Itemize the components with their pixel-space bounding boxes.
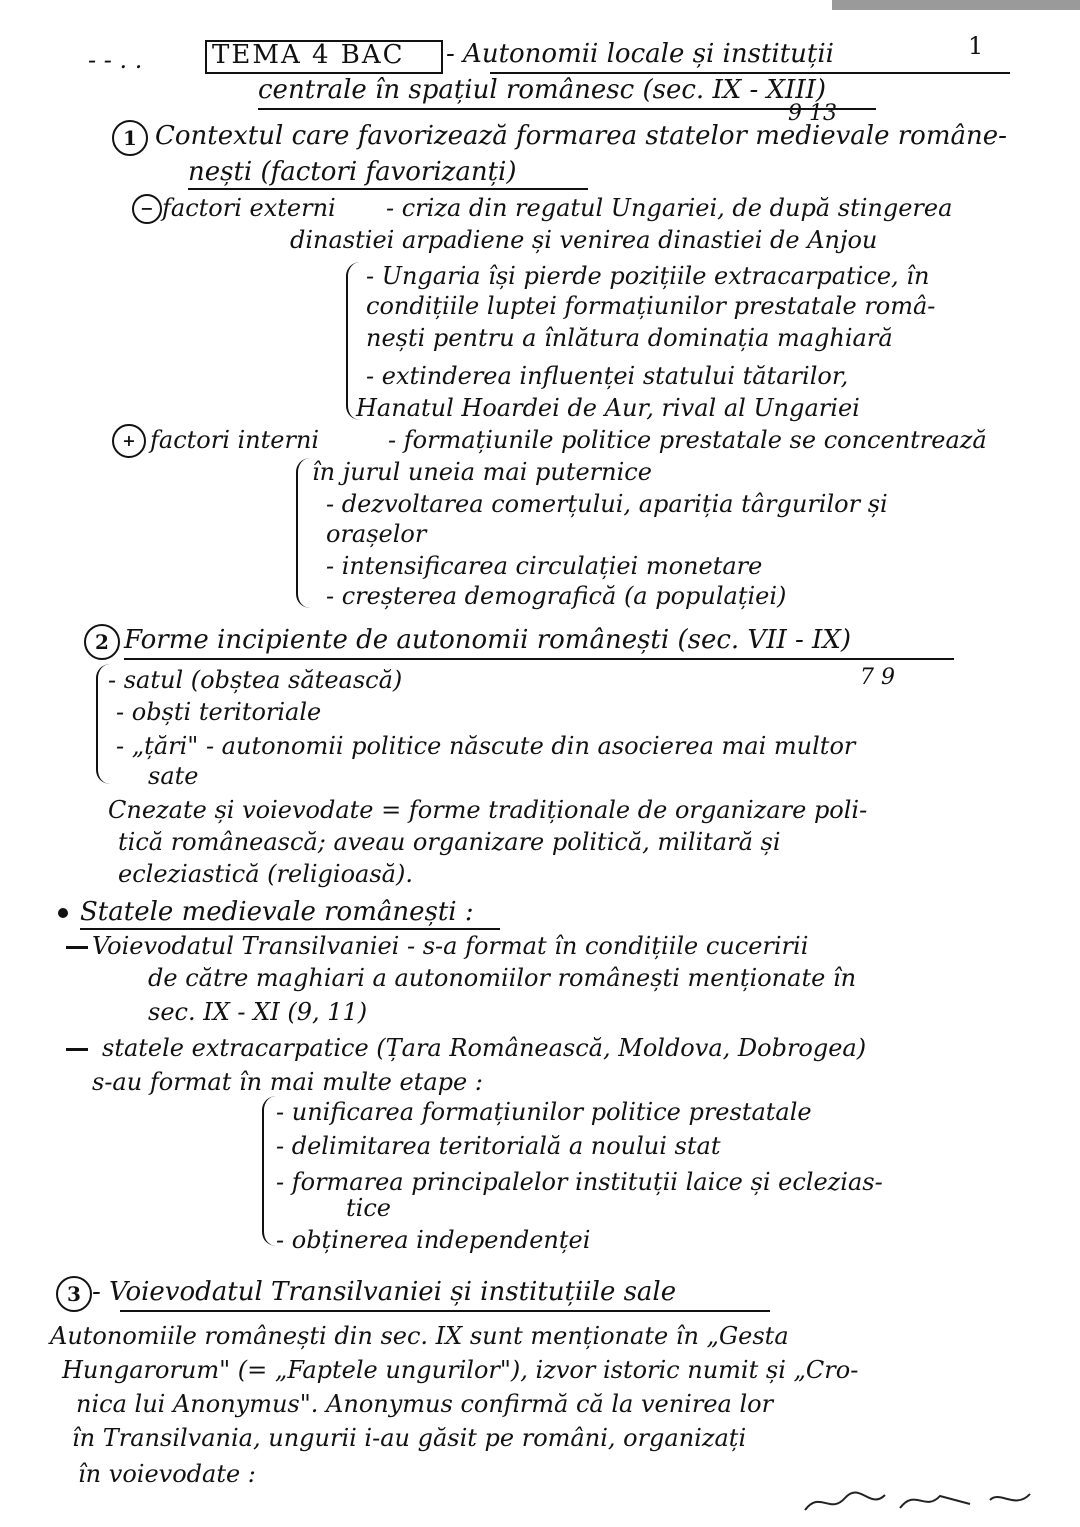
external-item: - extinderea influenței statului tătarilor, — [366, 362, 849, 390]
paragraph-line-5: în voievodate : — [78, 1460, 256, 1488]
internal-item: - intensificarea circulației monetare — [326, 552, 763, 580]
form-item: - satul (obștea sătească) — [108, 666, 403, 694]
minus-marker-icon: − — [132, 194, 162, 224]
dash-bullet — [66, 1048, 88, 1051]
external-item: condițiile luptei formațiunilor prestatale româ- — [366, 292, 936, 320]
section-2-title: Forme incipiente de autonomii românești (sec. VII - IX) — [124, 625, 851, 655]
title-line-2: centrale în spațiul românesc (sec. IX - XIII) — [258, 75, 827, 105]
title-line-1: - Autonomii locale și instituții — [446, 39, 834, 69]
stage-item: - unificarea formațiunilor politice prestatale — [276, 1098, 812, 1126]
internal-item: orașelor — [326, 520, 427, 548]
section-1-underline — [188, 188, 588, 190]
form-item: - obști teritoriale — [116, 698, 322, 726]
internal-item: în jurul uneia mai puternice — [312, 458, 652, 486]
stage-item: - obținerea independenței — [276, 1226, 591, 1254]
extracarpathian-line-1: statele extracarpatice (Țara Românească, Moldova, Dobrogea) — [102, 1034, 867, 1062]
header-century-numbers: 9 13 — [788, 101, 837, 126]
transilvania-line-2: de către maghiari a autonomiilor românești menționate în — [148, 964, 857, 992]
section-3-underline — [120, 1310, 770, 1312]
bullet-dot — [58, 908, 68, 918]
stage-item: - formarea principalelor instituții laice și eclezias- — [276, 1168, 883, 1196]
page-marker: 1 — [968, 32, 984, 60]
tema-label: TEMA 4 BAC — [212, 40, 405, 70]
stage-item: tice — [346, 1194, 391, 1222]
extracarpathian-line-2: s-au format în mai multe etape : — [92, 1068, 483, 1096]
section-1-number: 1 — [112, 120, 148, 156]
paragraph-line-3: nica lui Anonymus". Anonymus confirmă că la venirea lor — [76, 1390, 774, 1418]
cnezate-line-2: tică românească; aveau organizare politică, militară și — [118, 828, 781, 856]
scan-edge — [832, 0, 1080, 10]
plus-marker-icon: + — [112, 424, 146, 458]
cnezate-line-3: ecleziastică (religioasă). — [118, 860, 413, 888]
medieval-states-title: Statele medievale românești : — [80, 897, 474, 927]
cnezate-line-1: Cnezate și voievodate = forme tradiționale de organizare poli- — [108, 796, 868, 824]
section-2-number: 2 — [84, 624, 120, 660]
transilvania-line-1: Voievodatul Transilvaniei - s-a format în condițiile cuceririi — [92, 932, 809, 960]
dash-bullet — [66, 946, 88, 949]
header-dots: - - . . — [88, 46, 143, 74]
section-1-title-2: nești (factori favorizanți) — [188, 157, 517, 187]
section-3-number: 3 — [56, 1276, 92, 1312]
external-factors-line-1: - criza din regatul Ungariei, de după stingerea — [386, 194, 953, 222]
transilvania-line-3: sec. IX - XI (9, 11) — [148, 998, 368, 1026]
external-item: nești pentru a înlătura dominația maghiară — [366, 324, 893, 352]
section-2-century-numbers: 7 9 — [860, 665, 895, 690]
medieval-states-underline — [80, 928, 500, 930]
form-item: - „țări" - autonomii politice născute din asocierea mai multor — [116, 732, 856, 760]
external-factors-label: factori externi — [162, 194, 336, 222]
section-1-title-1: Contextul care favorizează formarea statelor medievale române- — [155, 121, 1007, 151]
internal-brace — [296, 458, 312, 608]
internal-factors-line-1: - formațiunile politice prestatale se concentrează — [388, 426, 987, 454]
title-underline-2 — [258, 108, 876, 110]
external-factors-line-2: dinastiei arpadiene și venirea dinastiei de Anjou — [290, 226, 878, 254]
handwritten-scribble — [800, 1480, 1040, 1520]
section-2-underline — [124, 658, 954, 660]
paragraph-line-1: Autonomiile românești din sec. IX sunt menționate în „Gesta — [50, 1322, 789, 1350]
form-item: sate — [148, 762, 199, 790]
external-item: Hanatul Hoardei de Aur, rival al Ungariei — [356, 394, 860, 422]
external-item: - Ungaria își pierde pozițiile extracarpatice, în — [366, 262, 930, 290]
internal-item: - dezvoltarea comerțului, apariția târgurilor și — [326, 490, 888, 518]
internal-item: - creșterea demografică (a populației) — [326, 582, 787, 610]
section-3-title: - Voievodatul Transilvaniei și instituțiile sale — [92, 1277, 677, 1307]
internal-factors-label: factori interni — [150, 426, 320, 454]
paragraph-line-2: Hungarorum" (= „Faptele ungurilor"), izvor istoric numit și „Cro- — [62, 1356, 859, 1384]
title-underline-1 — [490, 72, 1010, 74]
stage-item: - delimitarea teritorială a noului stat — [276, 1132, 721, 1160]
paragraph-line-4: în Transilvania, ungurii i-au găsit pe români, organizați — [72, 1424, 747, 1452]
